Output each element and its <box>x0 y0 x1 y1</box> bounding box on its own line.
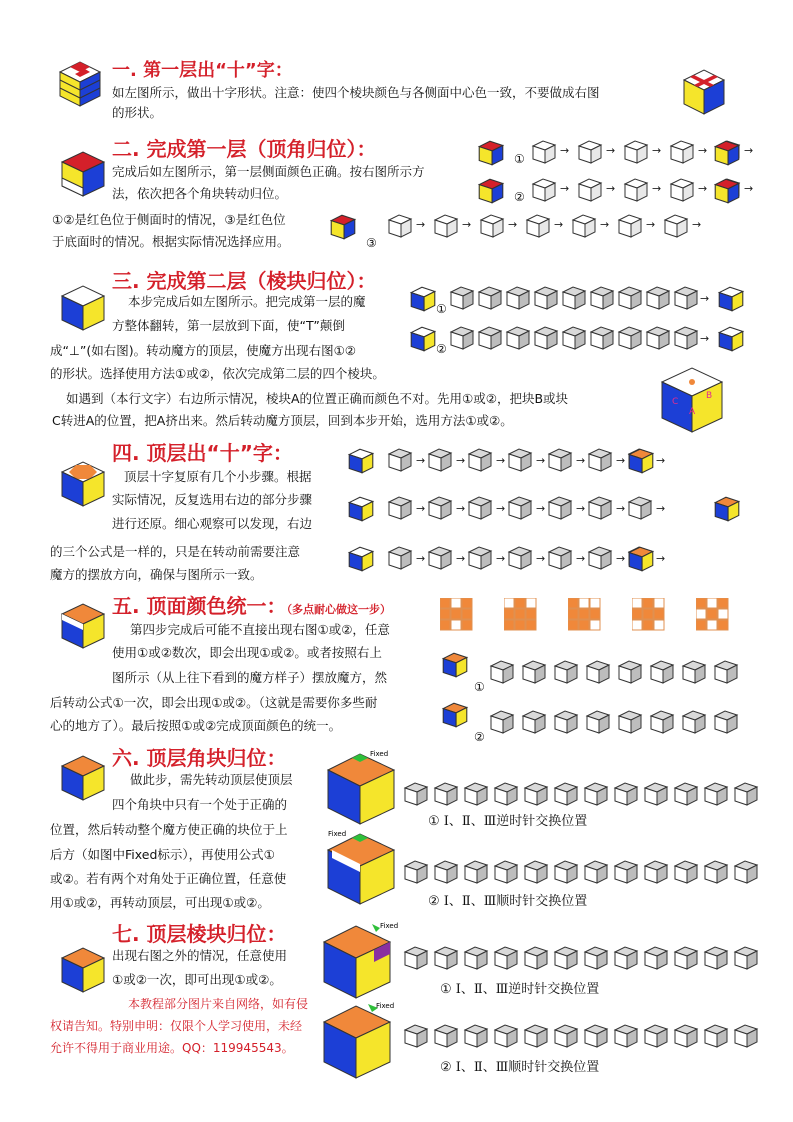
s4-arrow-2-5: → <box>616 552 626 565</box>
fixed-label-4: Fixed <box>376 1002 395 1010</box>
s2-cube-0-2 <box>622 138 650 166</box>
cube-top-corners-icon <box>58 752 108 804</box>
s4-cube-0-4 <box>546 446 574 474</box>
s2-cube-1-3 <box>668 176 696 204</box>
s4-end-cube-2 <box>626 544 656 574</box>
s3-start-cube-1 <box>408 324 438 354</box>
fixed-label-3: Fixed <box>380 922 398 930</box>
s3-end-cube-1 <box>716 324 746 354</box>
section-2-line-3: ①②是红色位于侧面时的情况，③是红色位 <box>52 212 286 227</box>
s67-cube-0-6 <box>582 780 610 808</box>
section-3-line-6: C转进A的位置，把A挤出来。然后转动魔方顶层，回到本步开始，选用方法①或②。 <box>52 413 513 428</box>
s67-cube-2-9 <box>672 944 700 972</box>
s5-cube-1-0 <box>488 708 516 736</box>
cube-fixed-1-icon <box>322 748 402 828</box>
s4-cube-2-1 <box>426 544 454 572</box>
s2-arrow-0-2: → <box>652 144 662 157</box>
s67-cube-0-5 <box>552 780 580 808</box>
s67-cube-1-10 <box>702 858 730 886</box>
section-4-line-5: 魔方的摆放方向，确保与图所示一致。 <box>50 567 263 582</box>
s67-cube-2-10 <box>702 944 730 972</box>
s5-cube-1-2 <box>552 708 580 736</box>
s3-cube-0-1 <box>476 284 504 312</box>
s2-num-2: ③ <box>366 236 377 250</box>
s4-arrow-1-4: → <box>576 502 586 515</box>
fixed-label-1: Fixed <box>370 750 389 758</box>
s4-cube-0-0 <box>386 446 414 474</box>
s4-cube-0-5 <box>586 446 614 474</box>
s67-cube-2-7 <box>612 944 640 972</box>
s4-arrow-0-1: → <box>456 454 466 467</box>
section-4-line-4: 的三个公式是一样的，只是在转动前需要注意 <box>50 544 301 559</box>
s3-cube-1-5 <box>588 324 616 352</box>
s2-cube-2-1 <box>432 212 460 240</box>
s67-cube-0-9 <box>672 780 700 808</box>
s67-cube-3-11 <box>732 1022 760 1050</box>
s3-cube-0-8 <box>672 284 700 312</box>
s67-cube-3-7 <box>612 1022 640 1050</box>
section-3-line-4: 的形状。选择使用方法①或②，依次完成第二层的四个棱块。 <box>50 366 385 381</box>
cube-edges-2-icon <box>318 1000 398 1082</box>
s4-arrow-1-3: → <box>536 502 546 515</box>
s67-cube-2-3 <box>492 944 520 972</box>
s2-num-1: ② <box>514 190 525 204</box>
s4-end-cube-1 <box>712 494 742 524</box>
section-6-title: 六. 顶层角块归位： <box>112 746 287 770</box>
s2-arrow-1-2: → <box>652 182 662 195</box>
section-4-line-2: 实际情况，反复选用右边的部分步骤 <box>112 492 313 507</box>
disclaimer-line-2: 权请告知。特别申明：仅限个人学习使用，未经 <box>50 1019 303 1033</box>
s2-cube-1-1 <box>576 176 604 204</box>
s3-num-0: ① <box>436 302 447 316</box>
s2-arrow-2-1: → <box>462 218 472 231</box>
s3-cube-0-5 <box>588 284 616 312</box>
s4-start-cube-2 <box>346 544 376 574</box>
s4-arrow-2-2: → <box>496 552 506 565</box>
section-5-title-text: 五. 顶面颜色统一： <box>112 594 287 618</box>
section-3-title: 三. 完成第二层（棱块归位）： <box>112 269 377 293</box>
section-7-title: 七. 顶层棱块归位： <box>112 922 287 946</box>
s3-num-1: ② <box>436 342 447 356</box>
s67-cube-2-11 <box>732 944 760 972</box>
cube-cross-left-icon <box>56 58 104 110</box>
cube-top-edges-icon <box>58 944 108 996</box>
s67-cube-0-0 <box>402 780 430 808</box>
s2-arrow-2-4: → <box>600 218 610 231</box>
section-1-line-2: 的形状。 <box>112 105 163 120</box>
s5-cube-0-6 <box>680 658 708 686</box>
s3-cube-0-6 <box>616 284 644 312</box>
s4-arrow-1-1: → <box>456 502 466 515</box>
section-3-line-3: 成“⊥”(如右图)。转动魔方的顶层，使魔方出现右图①② <box>50 343 357 358</box>
s2-end-cube-0 <box>712 138 742 168</box>
section-7-line-2: ①或②一次，即可出现①或②。 <box>112 972 282 987</box>
s2-arrow-2-0: → <box>416 218 426 231</box>
s67-cube-3-5 <box>552 1022 580 1050</box>
label-c: C <box>672 397 679 407</box>
s2-cube-2-6 <box>662 212 690 240</box>
s67-cube-1-3 <box>492 858 520 886</box>
s67-cube-3-10 <box>702 1022 730 1050</box>
s4-arrow-0-0: → <box>416 454 426 467</box>
s4-arrow-1-0: → <box>416 502 426 515</box>
s67-cube-0-1 <box>432 780 460 808</box>
s3-cube-0-4 <box>560 284 588 312</box>
s4-arrow-0-6: → <box>656 454 666 467</box>
s3-end-cube-0 <box>716 284 746 314</box>
s2-start-cube-1 <box>476 176 506 206</box>
s4-cube-1-0 <box>386 494 414 522</box>
s67-cube-1-4 <box>522 858 550 886</box>
s4-cube-0-3 <box>506 446 534 474</box>
s67-cube-0-7 <box>612 780 640 808</box>
disclaimer-line-1: 本教程部分图片来自网络，如有侵 <box>128 997 309 1011</box>
fixed-label-2: Fixed <box>328 830 347 838</box>
s5-cube-1-5 <box>648 708 676 736</box>
s67-cube-0-11 <box>732 780 760 808</box>
s2-cube-2-3 <box>524 212 552 240</box>
top-view-pattern-4 <box>632 598 666 632</box>
cube-edges-1-icon <box>318 920 398 1002</box>
cube-top-face-icon <box>58 600 108 652</box>
section-6-line-3: 位置，然后转动整个魔方使正确的块位于上 <box>50 822 288 837</box>
top-view-pattern-3 <box>568 598 602 632</box>
s5-cube-0-0 <box>488 658 516 686</box>
s67-cube-3-0 <box>402 1022 430 1050</box>
s5-cube-0-5 <box>648 658 676 686</box>
s3-cube-0-2 <box>504 284 532 312</box>
caption-7-1: ① Ⅰ、Ⅱ、Ⅲ逆时针交换位置 <box>440 982 600 997</box>
s2-arrow-2-2: → <box>508 218 518 231</box>
top-view-pattern-2 <box>504 598 538 632</box>
caption-7-2: ② Ⅰ、Ⅱ、Ⅲ顺时针交换位置 <box>440 1060 600 1075</box>
s2-end-cube-1 <box>712 176 742 206</box>
s4-cube-2-5 <box>586 544 614 572</box>
s4-cube-0-1 <box>426 446 454 474</box>
top-view-patterns <box>440 598 740 632</box>
s2-start-cube-0 <box>476 138 506 168</box>
s4-start-cube-1 <box>346 494 376 524</box>
s5-cube-1-6 <box>680 708 708 736</box>
s4-arrow-0-5: → <box>616 454 626 467</box>
s3-cube-1-2 <box>504 324 532 352</box>
s4-arrow-0-2: → <box>496 454 506 467</box>
s3-cube-0-7 <box>644 284 672 312</box>
s5-cube-0-7 <box>712 658 740 686</box>
s5-num-0: ① <box>474 680 485 694</box>
s2-cube-0-3 <box>668 138 696 166</box>
s4-arrow-2-6: → <box>656 552 666 565</box>
s5-cube-1-1 <box>520 708 548 736</box>
s67-cube-2-2 <box>462 944 490 972</box>
section-6-line-4: 后方（如图中Fixed标示），再使用公式① <box>50 847 275 862</box>
section-4-title: 四. 顶层出“十”字： <box>112 441 293 465</box>
s67-cube-0-8 <box>642 780 670 808</box>
s3-cube-1-8 <box>672 324 700 352</box>
cube-top-cross-icon <box>58 458 108 510</box>
s4-arrow-1-6: → <box>656 502 666 515</box>
s3-arrow-1: → <box>700 332 710 345</box>
s67-cube-0-4 <box>522 780 550 808</box>
s4-cube-1-6 <box>626 494 654 522</box>
s67-cube-1-1 <box>432 858 460 886</box>
section-5-note: （多点耐心做这一步） <box>286 603 392 616</box>
s4-cube-2-0 <box>386 544 414 572</box>
s5-cube-0-1 <box>520 658 548 686</box>
s4-arrow-0-3: → <box>536 454 546 467</box>
s4-cube-0-2 <box>466 446 494 474</box>
s67-cube-1-5 <box>552 858 580 886</box>
s4-cube-2-3 <box>506 544 534 572</box>
s4-arrow-2-0: → <box>416 552 426 565</box>
section-6-line-6: 用①或②，再转动顶层，可出现①或②。 <box>50 895 270 910</box>
s3-cube-1-7 <box>644 324 672 352</box>
s67-cube-2-1 <box>432 944 460 972</box>
s5-cube-1-7 <box>712 708 740 736</box>
s67-cube-1-8 <box>642 858 670 886</box>
cube-cross-wrong-icon <box>680 66 728 118</box>
s5-start-cube-1 <box>440 700 470 730</box>
section-7-line-1: 出现右图之外的情况，任意使用 <box>112 948 288 963</box>
cube-second-layer-icon <box>58 282 108 334</box>
s2-arrow-1-0: → <box>560 182 570 195</box>
s3-cube-1-1 <box>476 324 504 352</box>
s2-cube-1-0 <box>530 176 558 204</box>
s67-cube-2-4 <box>522 944 550 972</box>
s67-cube-0-3 <box>492 780 520 808</box>
s5-cube-0-2 <box>552 658 580 686</box>
s5-cube-0-4 <box>616 658 644 686</box>
label-a: A <box>689 407 696 417</box>
section-1-title: 一. 第一层出“十”字： <box>112 60 293 81</box>
s67-cube-0-2 <box>462 780 490 808</box>
s3-cube-0-0 <box>448 284 476 312</box>
section-4-line-1: 顶层十字复原有几个小步骤。根据 <box>124 469 312 484</box>
section-6-line-5: 或②。若有两个对角处于正确位置，任意使 <box>50 871 287 886</box>
s5-cube-1-3 <box>584 708 612 736</box>
section-1-line-1: 如左图所示，做出十字形状。注意：使四个棱块颜色与各侧面中心色一致，不要做成右图 <box>112 85 600 100</box>
s3-start-cube-0 <box>408 284 438 314</box>
s2-arrow-0-4: → <box>744 144 754 157</box>
disclaimer-line-3: 允许不得用于商业用途。QQ：119945543。 <box>50 1041 294 1055</box>
s4-arrow-1-2: → <box>496 502 506 515</box>
s67-cube-1-6 <box>582 858 610 886</box>
s2-cube-2-4 <box>570 212 598 240</box>
s5-num-1: ② <box>474 730 485 744</box>
s67-cube-1-0 <box>402 858 430 886</box>
s2-arrow-2-6: → <box>692 218 702 231</box>
s2-arrow-1-3: → <box>698 182 708 195</box>
s2-cube-2-0 <box>386 212 414 240</box>
s4-arrow-2-1: → <box>456 552 466 565</box>
section-5-line-3: 图所示（从上往下看到的魔方样子）摆放魔方，然 <box>112 670 388 685</box>
s2-cube-2-2 <box>478 212 506 240</box>
s67-cube-2-8 <box>642 944 670 972</box>
s67-cube-1-11 <box>732 858 760 886</box>
section-2-line-4: 于底面时的情况。根据实际情况选择应用。 <box>52 234 290 249</box>
s67-cube-1-7 <box>612 858 640 886</box>
s4-arrow-0-4: → <box>576 454 586 467</box>
s2-num-0: ① <box>514 152 525 166</box>
s4-end-cube-0 <box>626 446 656 476</box>
s67-cube-2-6 <box>582 944 610 972</box>
s4-arrow-1-5: → <box>616 502 626 515</box>
section-3-line-2: 方整体翻转，第一层放到下面，使“T”颠倒 <box>112 318 345 333</box>
s4-cube-1-4 <box>546 494 574 522</box>
s3-cube-1-4 <box>560 324 588 352</box>
s4-cube-1-3 <box>506 494 534 522</box>
s2-cube-2-5 <box>616 212 644 240</box>
section-5-line-4: 后转动公式①一次，即会出现①或②。（这就是需要你多些耐 <box>50 695 378 710</box>
s2-cube-0-1 <box>576 138 604 166</box>
s2-arrow-1-1: → <box>606 182 616 195</box>
s3-cube-1-0 <box>448 324 476 352</box>
top-view-pattern-1 <box>440 598 474 632</box>
cube-first-layer-icon <box>58 148 108 200</box>
label-b: B <box>706 391 713 401</box>
caption-6-1: ① Ⅰ、Ⅱ、Ⅲ逆时针交换位置 <box>428 814 588 829</box>
s4-arrow-2-4: → <box>576 552 586 565</box>
s67-cube-3-3 <box>492 1022 520 1050</box>
s2-arrow-2-5: → <box>646 218 656 231</box>
cube-fixed-2-icon <box>322 828 402 908</box>
section-6-line-2: 四个角块中只有一个处于正确的 <box>112 797 288 812</box>
s2-arrow-0-3: → <box>698 144 708 157</box>
s2-cube-1-2 <box>622 176 650 204</box>
s67-cube-1-2 <box>462 858 490 886</box>
s67-cube-0-10 <box>702 780 730 808</box>
caption-6-2: ② Ⅰ、Ⅱ、Ⅲ顺时针交换位置 <box>428 894 588 909</box>
s4-cube-1-2 <box>466 494 494 522</box>
s4-cube-2-4 <box>546 544 574 572</box>
s3-cube-0-3 <box>532 284 560 312</box>
s5-cube-0-3 <box>584 658 612 686</box>
s4-cube-2-2 <box>466 544 494 572</box>
s3-arrow-0: → <box>700 292 710 305</box>
s3-cube-1-6 <box>616 324 644 352</box>
section-5-line-2: 使用①或②数次，即会出现①或②。或者按照右上 <box>112 645 382 660</box>
s67-cube-3-2 <box>462 1022 490 1050</box>
s67-cube-3-9 <box>672 1022 700 1050</box>
s2-arrow-0-0: → <box>560 144 570 157</box>
s4-arrow-2-3: → <box>536 552 546 565</box>
section-4-line-3: 进行还原。细心观察可以发现，右边 <box>112 516 313 531</box>
section-2-line-1: 完成后如左图所示，第一层侧面颜色正确。按右图所示方 <box>112 164 425 179</box>
s5-cube-1-4 <box>616 708 644 736</box>
s4-start-cube-0 <box>346 446 376 476</box>
s5-start-cube-0 <box>440 650 470 680</box>
s67-cube-2-0 <box>402 944 430 972</box>
s67-cube-3-8 <box>642 1022 670 1050</box>
s67-cube-3-4 <box>522 1022 550 1050</box>
s2-cube-0-0 <box>530 138 558 166</box>
s4-cube-1-5 <box>586 494 614 522</box>
s67-cube-3-6 <box>582 1022 610 1050</box>
section-3-line-1: 本步完成后如左图所示。把完成第一层的魔 <box>128 294 366 309</box>
section-5-title <box>112 590 391 619</box>
s4-cube-1-1 <box>426 494 454 522</box>
s2-start-cube-2 <box>328 212 358 242</box>
s2-arrow-1-4: → <box>744 182 754 195</box>
s67-cube-2-5 <box>552 944 580 972</box>
section-3-line-5: 如遇到（本行文字）右边所示情况，棱块A的位置正确而颜色不对。先用①或②，把块B或块 <box>66 391 569 406</box>
s67-cube-1-9 <box>672 858 700 886</box>
section-5-line-1: 第四步完成后可能不直接出现右图①或②，任意 <box>130 622 390 637</box>
section-2-line-2: 法，依次把各个角块转动归位。 <box>112 186 288 201</box>
section-6-line-1: 做此步，需先转动顶层使顶层 <box>130 772 293 787</box>
cube-abc-icon <box>656 362 728 438</box>
s67-cube-3-1 <box>432 1022 460 1050</box>
top-view-pattern-5 <box>696 598 730 632</box>
s2-arrow-2-3: → <box>554 218 564 231</box>
s2-arrow-0-1: → <box>606 144 616 157</box>
s3-cube-1-3 <box>532 324 560 352</box>
section-5-line-5: 心的地方了）。最后按照①或②完成顶面颜色的统一。 <box>50 718 342 733</box>
section-2-title: 二. 完成第一层（顶角归位）： <box>112 137 377 161</box>
